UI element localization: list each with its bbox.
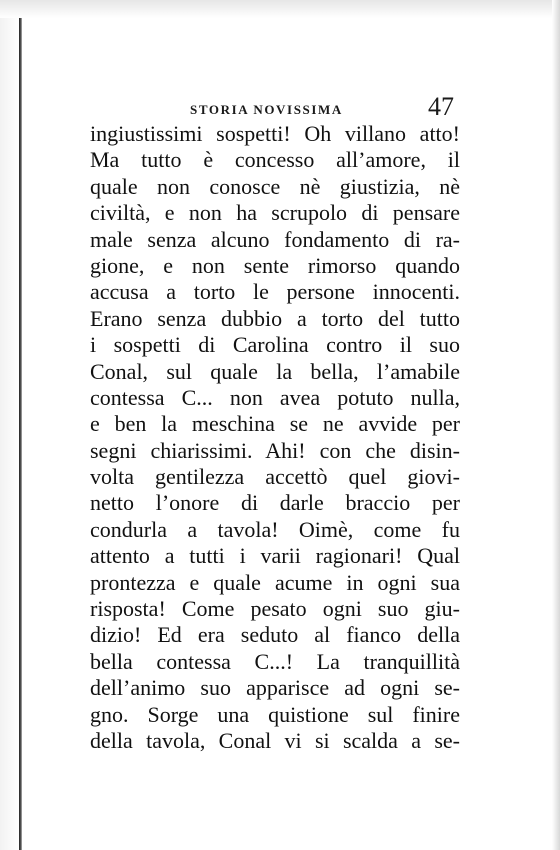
text-line: contessa C... non avea potuto nulla, <box>90 384 460 410</box>
book-spine-edge <box>19 0 22 850</box>
text-line: dizio! Ed era seduto al fianco della <box>90 622 460 648</box>
text-line: bella contessa C...! La tranquillità <box>90 648 460 674</box>
text-line: dell’animo suo apparisce ad ogni se- <box>90 675 460 701</box>
running-title: STORIA NOVISSIMA <box>190 102 343 117</box>
text-line: risposta! Come pesato ogni suo giu- <box>90 596 460 622</box>
text-line: gno. Sorge una quistione sul finire <box>90 701 460 727</box>
text-line: Conal, sul quale la bella, l’amabile <box>90 358 460 384</box>
text-line: segni chiarissimi. Ahi! con che disin- <box>90 437 460 463</box>
text-line: volta gentilezza accettò quel giovi- <box>90 464 460 490</box>
text-line: netto l’onore di darle braccio per <box>90 490 460 516</box>
text-line: condurla a tavola! Oimè, come fu <box>90 516 460 542</box>
text-line: gione, e non sente rimorso quando <box>90 252 460 278</box>
body-text <box>90 121 460 754</box>
page-number: 47 <box>428 92 454 121</box>
gutter-shadow <box>0 0 19 850</box>
text-line: Ma tutto è concesso all’amore, il <box>90 147 460 173</box>
text-line: Erano senza dubbio a torto del tutto <box>90 305 460 331</box>
text-line: ingiustissimi sospetti! Oh villano atto! <box>90 121 460 146</box>
text-line: civiltà, e non ha scrupolo di pensare <box>90 200 460 226</box>
text-line: i sospetti di Carolina contro il suo <box>90 332 460 358</box>
text-line: accusa a torto le persone innocenti. <box>90 279 460 305</box>
text-line: della tavola, Conal vi si scalda a se- <box>90 727 460 753</box>
text-line: attento a tutti i varii ragionari! Qual <box>90 543 460 569</box>
top-edge-shadow <box>0 0 560 18</box>
text-line: male senza alcuno fondamento di ra- <box>90 226 460 252</box>
text-line: prontezza e quale acume in ogni sua <box>90 569 460 595</box>
right-edge-shadow <box>552 0 560 850</box>
text-line: quale non conosce nè giustizia, nè <box>90 173 460 199</box>
text-line: e ben la meschina se ne avvide per <box>90 411 460 437</box>
